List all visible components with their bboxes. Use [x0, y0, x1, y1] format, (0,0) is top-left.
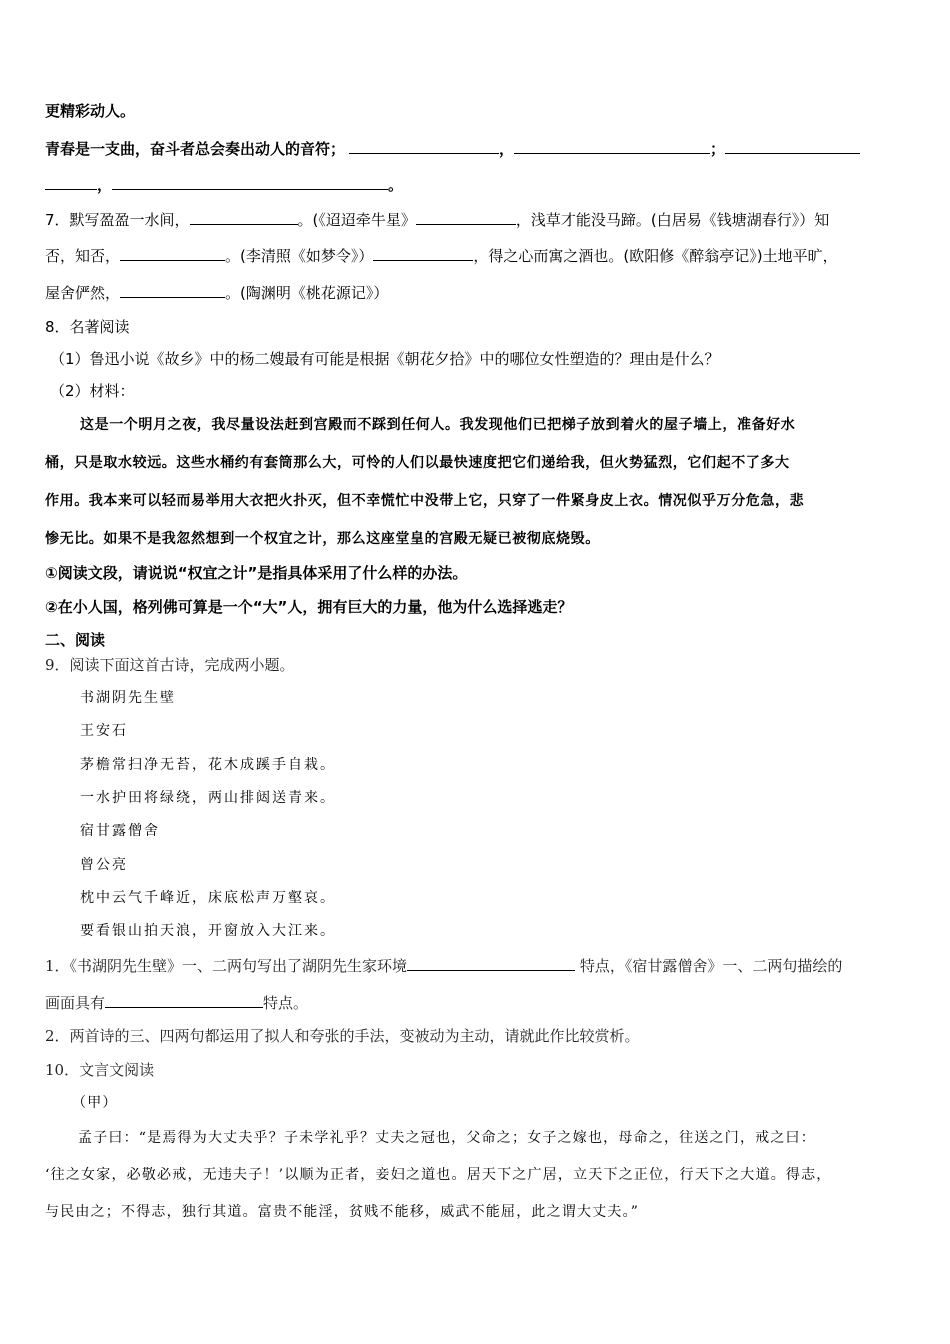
- q10-title: 10．文言文阅读: [45, 1061, 155, 1079]
- q8-sub2: （2）材料：: [50, 382, 135, 400]
- q7-line-1: [45, 209, 829, 230]
- material-line: 惨无比。如果不是我忽然想到一个权宜之计，那么这座堂皇的宫殿无疑已被彻底烧毁。: [45, 531, 600, 547]
- q7-text: 。(《迢迢牵牛星》: [297, 211, 416, 229]
- answer-blank[interactable]: [45, 174, 97, 190]
- q9-text: 1．《书湖阴先生壁》一、二两句写出了湖阴先生家环境: [45, 957, 408, 975]
- answer-blank[interactable]: [725, 138, 860, 154]
- continuation-line-3: [45, 174, 403, 195]
- q7-text: ，浅草才能没马蹄。(白居易《钱塘湖春行》）知: [515, 211, 830, 229]
- material-line: 这是一个明月之夜，我尽量设法赶到宫殿而不踩到任何人。我发现他们已把梯子放到着火的屋子墙上，准备好水: [80, 417, 796, 433]
- q9-sub2: 2．两首诗的三、四两句都运用了拟人和夸张的手法，变被动为主动，请就此作比较赏析。: [45, 1027, 640, 1045]
- q9-text: 画面具有: [45, 994, 106, 1012]
- q7-text: 7．默写盈盈一水间，: [45, 211, 190, 229]
- q7-text: 。(李清照《如梦令》）: [225, 247, 374, 265]
- answer-blank[interactable]: [416, 209, 516, 225]
- answer-blank[interactable]: [112, 174, 388, 190]
- material-line: 作用。我本来可以轻而易举用大衣把火扑灭，但不幸慌忙中没带上它，只穿了一件紧身皮上衣。情况似乎万分危急，悲: [45, 493, 805, 509]
- classical-text-line: 孟子曰：“是焉得为大丈夫乎？子未学礼乎？丈夫之冠也，父命之；女子之嫁也，母命之，往送之门，戒之曰：: [78, 1130, 816, 1146]
- poem-line: 一水护田将绿绕，两山排闼送青来。: [80, 790, 336, 806]
- material-line: 桶，只是取水较远。这些水桶约有套筒那么大，可怜的人们以最快速度把它们递给我，但火势猛烈，它们起不了多大: [45, 455, 790, 471]
- answer-blank[interactable]: [514, 138, 710, 154]
- q7-line-3: [45, 282, 388, 303]
- q7-text: 。(陶渊明《桃花源记》）: [225, 284, 389, 302]
- q9-title: 9．阅读下面这首古诗，完成两小题。: [45, 656, 295, 674]
- answer-blank[interactable]: [120, 282, 225, 298]
- answer-blank[interactable]: [190, 209, 298, 225]
- q7-text: 否，知否，: [45, 247, 121, 265]
- answer-blank[interactable]: [120, 245, 225, 261]
- separator: ，: [499, 140, 515, 158]
- answer-blank[interactable]: [373, 245, 473, 261]
- q7-text: 屋舍俨然，: [45, 284, 121, 302]
- classical-text-line: 与民由之；不得志，独行其道。富贵不能淫，贫贱不能移，威武不能屈，此之谓大丈夫。”: [45, 1204, 640, 1220]
- poem-author-2: 曾公亮: [80, 857, 128, 873]
- poem-line: 要看银山拍天浪，开窗放入大江来。: [80, 923, 336, 939]
- q9-text: 特点，《宿甘露僧舍》一、二两句描绘的: [575, 957, 843, 975]
- poem-line: 茅檐常扫净无苔，花木成蹊手自栽。: [80, 757, 336, 773]
- separator: ；: [710, 140, 726, 158]
- answer-blank[interactable]: [105, 992, 263, 1008]
- answer-blank[interactable]: [407, 955, 575, 971]
- poem-line: 枕中云气千峰近，床底松声万壑哀。: [80, 890, 336, 906]
- continuation-line-1: 更精彩动人。: [45, 102, 136, 120]
- poem-title-2: 宿甘露僧舍: [80, 823, 160, 839]
- q7-line-2: [45, 245, 838, 266]
- section-heading: 二、阅读: [45, 631, 106, 649]
- q9-sub1-line-1: [45, 955, 842, 976]
- line2-prefix: 青春是一支曲，奋斗者总会奏出动人的音符；: [45, 140, 346, 158]
- separator: ，: [97, 176, 113, 194]
- q8-item-2: ②在小人国，格列佛可算是一个“大”人，拥有巨大的力量，他为什么选择逃走？: [45, 598, 573, 616]
- q9-sub1-line-2: [45, 992, 308, 1013]
- poem-author-1: 王安石: [80, 723, 128, 739]
- q8-sub1: （1）鲁迅小说《故乡》中的杨二嫂最有可能是根据《朝花夕拾》中的哪位女性塑造的？理由是什么？: [50, 350, 720, 368]
- separator: 。: [388, 176, 404, 194]
- q7-text: ，得之心而寓之酒也。(欧阳修《醉翁亭记》)土地平旷，: [473, 247, 838, 265]
- q8-title: 8．名著阅读: [45, 318, 130, 336]
- answer-blank[interactable]: [349, 138, 499, 154]
- q9-text: 特点。: [263, 994, 309, 1012]
- classical-text-line: ‘往之女家，必敬必戒，无违夫子！’以顺为正者，妾妇之道也。居天下之广居，立天下之正位，行天下之大道。得志，: [45, 1167, 832, 1183]
- poem-title-1: 书湖阴先生壁: [80, 690, 176, 706]
- q8-item-1: ①阅读文段，请说说“权宜之计”是指具体采用了什么样的办法。: [45, 564, 468, 582]
- q10-part-label: （甲）: [72, 1095, 118, 1111]
- continuation-line-2: [45, 138, 860, 159]
